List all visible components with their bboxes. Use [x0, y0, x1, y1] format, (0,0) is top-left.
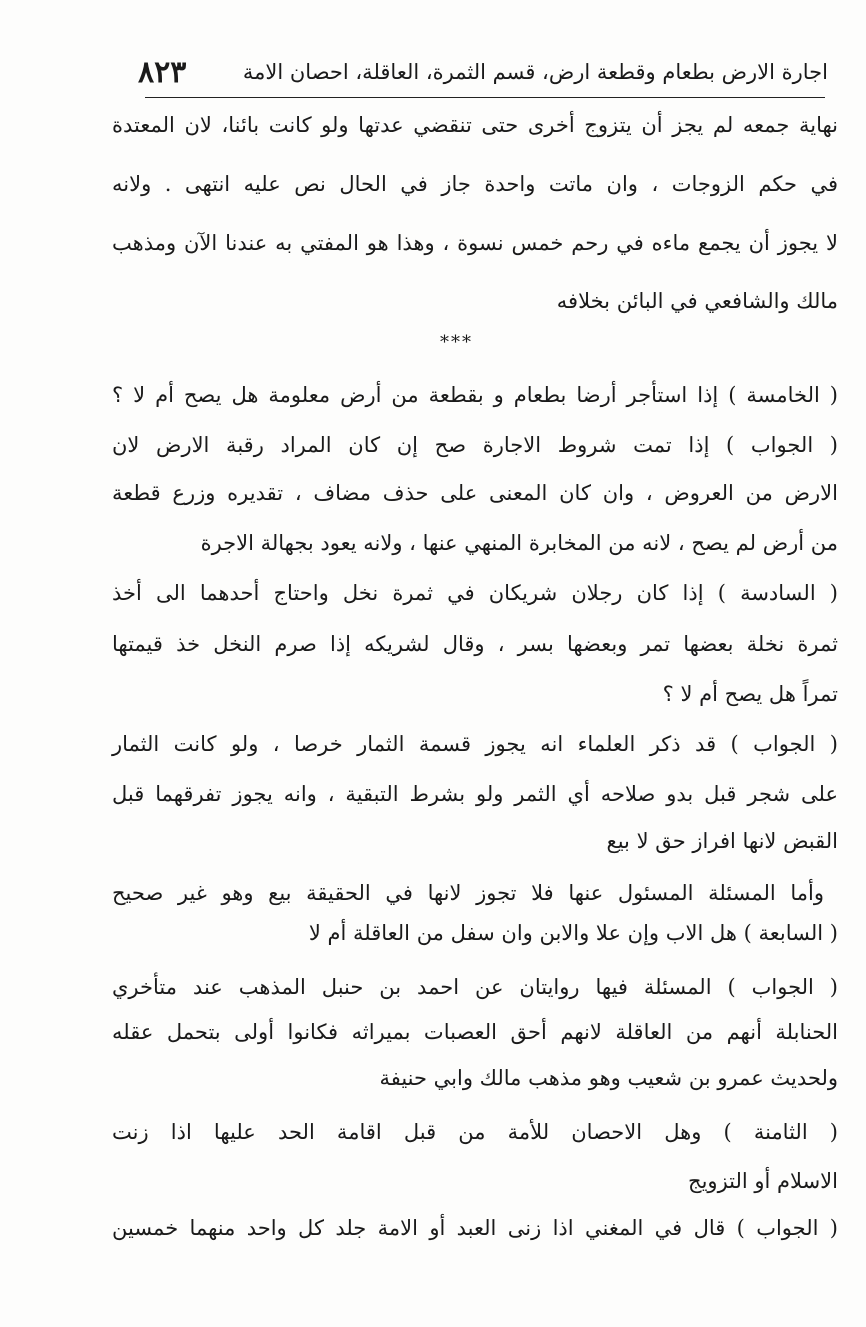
text-line: مالك والشافعي في البائن بخلافه	[556, 289, 838, 313]
question-line: ( السادسة ) إذا كان رجلان شريكان في ثمرة نخل واحتاج أحدهما الى أخذ	[112, 581, 838, 605]
text-line: تمراً هل يصح أم لا ؟	[662, 682, 838, 706]
answer-line: ( الجواب ) قال في المغني اذا زنى العبد أو الامة جلد كل واحد منهما خمسين	[112, 1216, 838, 1240]
page-header	[138, 50, 828, 94]
text-line: وأما المسئلة المسئول عنها فلا تجوز لانها في الحقيقة بيع وهو غير صحيح	[112, 881, 824, 905]
text-line: ولحديث عمرو بن شعيب وهو مذهب مالك وابي حنيفة	[379, 1066, 838, 1090]
text-line: من أرض لم يصح ، لانه من المخابرة المنهي عنها ، ولانه يعود بجهالة الاجرة	[200, 531, 838, 555]
section-separator: ***	[440, 332, 473, 353]
text-line: الارض من العروض ، وان كان المعنى على حذف مضاف ، تقديره وزرع قطعة	[112, 481, 838, 505]
text-line: على شجر قبل بدو صلاحه أي الثمر ولو بشرط التبقية ، وانه يجوز تفرقهما قبل	[112, 782, 838, 806]
text-line: الحنابلة أنهم من العاقلة لانهم أحق العصبات بميراثه فكانوا أولى بتحمل عقله	[112, 1020, 838, 1044]
running-title: اجارة الارض بطعام وقطعة ارض، قسم الثمرة، العاقلة، احصان الامة	[242, 60, 828, 84]
question-line: ( السابعة ) هل الاب وإن علا والابن وان سفل من العاقلة أم لا	[308, 921, 838, 945]
text-line: الاسلام أو التزويج	[688, 1169, 838, 1193]
text-line: لا يجوز أن يجمع ماءه في رحم خمس نسوة ، وهذا هو المفتي به عندنا الآن ومذهب	[112, 231, 838, 255]
page-number: ٨٢٣	[138, 54, 187, 90]
header-rule	[145, 97, 825, 98]
text-line: نهاية جمعه لم يجز أن يتزوج أخرى حتى تنقضي عدتها ولو كانت بائنا، لان المعتدة	[112, 113, 838, 137]
answer-line: ( الجواب ) قد ذكر العلماء انه يجوز قسمة الثمار خرصا ، ولو كانت الثمار	[112, 732, 838, 756]
text-line: ثمرة نخلة بعضها تمر وبعضها بسر ، وقال لشريكه إذا صرم النخل خذ قيمتها	[112, 632, 838, 656]
answer-line: ( الجواب ) المسئلة فيها روايتان عن احمد بن حنبل المذهب عند متأخري	[112, 975, 838, 999]
text-line: القبض لانها افراز حق لا بيع	[606, 829, 838, 853]
question-line: ( الخامسة ) إذا استأجر أرضا بطعام و بقطعة من أرض معلومة هل يصح أم لا ؟	[112, 383, 838, 407]
text-line: في حكم الزوجات ، وان ماتت واحدة جاز في الحال نص عليه انتهى . ولانه	[112, 172, 838, 196]
answer-line: ( الجواب ) إذا تمت شروط الاجارة صح إن كان المراد رقبة الارض لان	[112, 433, 838, 457]
question-line: ( الثامنة ) وهل الاحصان للأمة من قبل اقامة الحد عليها اذا زنت	[112, 1120, 838, 1144]
